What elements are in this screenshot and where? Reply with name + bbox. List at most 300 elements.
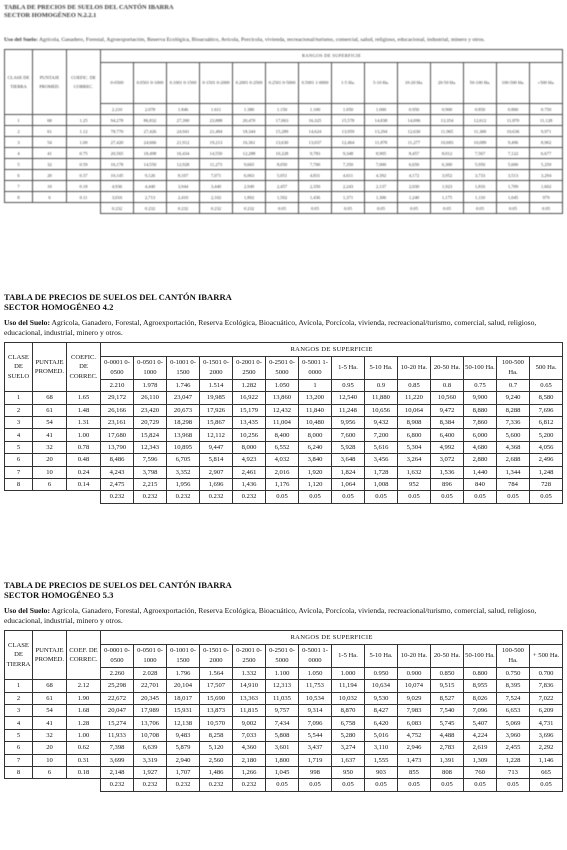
cell-price: 2,949	[233, 181, 266, 192]
cell-puntaje: 6	[33, 192, 67, 203]
cell-price: 3,733	[464, 170, 497, 181]
range-label: 0.2501 0-5000	[266, 63, 299, 104]
cell-price: 6,420	[365, 717, 398, 729]
cell-price: 5,814	[200, 454, 233, 466]
range-label: 0-2001 0-2500	[233, 645, 266, 668]
range-label: 0-0500	[101, 63, 134, 104]
cell-price: 7,600	[332, 429, 365, 441]
cell-price: 1,473	[398, 754, 431, 766]
cell-price: 18,498	[134, 148, 167, 159]
cell-price: 12,138	[167, 717, 200, 729]
cell-price: 1,555	[365, 754, 398, 766]
col-header-clase: CLASE DE SUELO	[5, 343, 33, 392]
cell-price: 3,648	[332, 454, 365, 466]
cell-price: 2,713	[134, 192, 167, 203]
cell-price: 11,815	[233, 704, 266, 716]
cell-puntaje: 54	[33, 137, 67, 148]
cell-price: 1,175	[431, 192, 464, 203]
range-label: 0-0001 0-0500	[101, 357, 134, 380]
cell-price: 2,496	[530, 454, 563, 466]
cell-price: 8,000	[233, 441, 266, 453]
cell-price: 4,360	[233, 742, 266, 754]
cell-price: 6,639	[134, 742, 167, 754]
footer-factor: 0.05	[266, 491, 299, 503]
cell-price: 13,706	[134, 717, 167, 729]
range-factor: 1.611	[200, 104, 233, 115]
cell-price: 1,309	[464, 754, 497, 766]
cell-price: 2,215	[134, 478, 167, 490]
table-row	[5, 478, 563, 490]
cell-puntaje: 6	[33, 766, 67, 778]
cell-coef: 0.11	[67, 192, 101, 203]
range-factor: 1.746	[167, 379, 200, 391]
footer-factor: 0.232	[233, 491, 266, 503]
cell-price: 7,071	[200, 170, 233, 181]
cell-price: 2,350	[299, 181, 332, 192]
cell-price: 8,527	[431, 692, 464, 704]
cell-price: 10,708	[134, 729, 167, 741]
cell-price: 6,653	[497, 704, 530, 716]
cell-price: 1,696	[200, 478, 233, 490]
cell-price: 7,398	[101, 742, 134, 754]
cell-price: 5,616	[365, 441, 398, 453]
cell-price: 21,912	[167, 137, 200, 148]
cell-price: 1,707	[167, 766, 200, 778]
cell-price: 9,956	[332, 416, 365, 428]
range-label: 100-500 Ha.	[497, 645, 530, 668]
table-row	[5, 181, 563, 192]
range-label: 5-10 Ha.	[365, 63, 398, 104]
footer-factor: 0.05	[464, 203, 497, 214]
cell-price: 9,496	[497, 137, 530, 148]
cell-price: 24,941	[167, 126, 200, 137]
cell-price: 3,437	[299, 742, 332, 754]
cell-price: 6,677	[530, 148, 563, 159]
range-label: 0-1501 0-2000	[200, 63, 233, 104]
cell-coef: 1.25	[67, 115, 101, 126]
cell-price: 6,552	[266, 441, 299, 453]
cell-price: 13,790	[101, 441, 134, 453]
cell-price: 10,032	[332, 692, 365, 704]
cell-price: 10,480	[299, 416, 332, 428]
price-table	[4, 49, 563, 214]
price-table	[4, 342, 563, 504]
cell-price: 13,630	[266, 137, 299, 148]
cell-price: 7,350	[332, 159, 365, 170]
cell-price: 17,926	[200, 404, 233, 416]
cell-price: 13,968	[167, 429, 200, 441]
cell-coef: 0.24	[67, 466, 101, 478]
cell-coef: 1.48	[67, 404, 101, 416]
col-header-puntaje: PUNTAJE PROMED.	[33, 631, 67, 680]
cell-price: 2,475	[101, 478, 134, 490]
range-label: + 500 Ha.	[530, 645, 563, 668]
cell-price: 3,699	[101, 754, 134, 766]
cell-price: 15,289	[266, 126, 299, 137]
range-label: 100-500 Ha.	[497, 63, 530, 104]
cell-clase: 6	[5, 454, 33, 466]
range-factor: 0.700	[530, 667, 563, 679]
range-factor: 0.950	[365, 667, 398, 679]
cell-price: 8,880	[464, 404, 497, 416]
range-factor: 2.078	[134, 104, 167, 115]
cell-coef: 0.62	[67, 742, 101, 754]
cell-price: 27,390	[167, 115, 200, 126]
cell-price: 8,457	[398, 148, 431, 159]
cell-clase: 3	[5, 704, 33, 716]
cell-price: 14,838	[365, 115, 398, 126]
cell-price: 23,161	[101, 416, 134, 428]
range-factor: 0.800	[464, 667, 497, 679]
cell-price: 12,612	[464, 115, 497, 126]
cell-price: 1,709	[497, 181, 530, 192]
cell-price: 8,000	[299, 429, 332, 441]
cell-price: 11,933	[101, 729, 134, 741]
cell-price: 13,873	[200, 704, 233, 716]
cell-puntaje: 20	[33, 742, 67, 754]
cell-price: 9,447	[200, 441, 233, 453]
range-label: 0-1501 0-2000	[200, 357, 233, 380]
cell-price: 5,280	[332, 729, 365, 741]
cell-price: 6,758	[332, 717, 365, 729]
cell-price: 12,928	[167, 159, 200, 170]
cell-coef: 0.48	[67, 454, 101, 466]
table-row	[5, 704, 563, 716]
cell-price: 840	[464, 478, 497, 490]
cell-price: 5,407	[464, 717, 497, 729]
cell-price: 8,902	[530, 137, 563, 148]
range-factor: 1.332	[233, 667, 266, 679]
range-factor: 1.050	[266, 379, 299, 391]
cell-clase: 1	[5, 392, 33, 404]
footer-factor: 0.05	[464, 779, 497, 791]
cell-price: 23,420	[134, 404, 167, 416]
cell-price: 11,300	[464, 126, 497, 137]
col-header-coef: COEF. DE CORREC.	[67, 631, 101, 680]
cell-price: 4,611	[332, 170, 365, 181]
footer-factor: 0.05	[365, 203, 398, 214]
footer-factor: 0.05	[530, 491, 563, 503]
land-use-text: Agrícola, Ganadero, Forestal, Agroexportación, Reserva Ecológica, Bioacuático, Avícola, Porcícola, vivienda, recreacional/turismo, comercial, salud, religioso, educacional, industrial, minero y otros.	[4, 318, 537, 337]
footer-factor: 0.05	[332, 491, 365, 503]
range-label: 0.0501 0-1000	[134, 63, 167, 104]
cell-price: 6,800	[398, 429, 431, 441]
cell-price: 7,200	[365, 429, 398, 441]
cell-price: 1,800	[266, 754, 299, 766]
cell-price: 1,008	[365, 478, 398, 490]
cell-price: 1,371	[332, 192, 365, 203]
cell-clase: 7	[5, 181, 33, 192]
cell-price: 17,063	[266, 115, 299, 126]
section-title: TABLA DE PRECIOS DE SUELOS DEL CANTÓN IBARRA	[4, 580, 232, 590]
cell-coef: 1.90	[67, 692, 101, 704]
range-factor: 0.85	[398, 379, 431, 391]
cell-price: 5,745	[431, 717, 464, 729]
cell-price: 12,288	[233, 148, 266, 159]
section-title: TABLA DE PRECIOS DE SUELOS DEL CANTÓN IBARRA	[4, 292, 232, 302]
cell-price: 4,032	[266, 454, 299, 466]
cell-price: 2,148	[101, 766, 134, 778]
cell-clase: 5	[5, 159, 33, 170]
cell-price: 2,455	[497, 742, 530, 754]
cell-price: 9,126	[134, 170, 167, 181]
col-header-puntaje: PUNTAJE PROMED.	[33, 343, 67, 392]
cell-price: 9,029	[398, 692, 431, 704]
cell-price: 855	[398, 766, 431, 778]
range-factor: 1.100	[266, 667, 299, 679]
range-factor: 1.000	[365, 104, 398, 115]
land-use-note	[4, 318, 562, 337]
cell-price: 4,243	[101, 466, 134, 478]
table-row	[5, 115, 563, 126]
cell-price: 1,602	[530, 181, 563, 192]
range-label: 20-50 Ha.	[431, 357, 464, 380]
range-label: 0-2501 0-5000	[266, 357, 299, 380]
cell-price: 5,928	[332, 441, 365, 453]
cell-price: 1,064	[332, 478, 365, 490]
cell-puntaje: 32	[33, 729, 67, 741]
cell-price: 1,502	[266, 192, 299, 203]
cell-price: 1,923	[431, 181, 464, 192]
footer-factor: 0.05	[431, 491, 464, 503]
table-row	[5, 392, 563, 404]
range-label: 0-5001 1-0000	[299, 645, 332, 668]
cell-price: 4,056	[530, 441, 563, 453]
cell-price: 15,690	[200, 692, 233, 704]
cell-price: 11,277	[398, 137, 431, 148]
cell-puntaje: 10	[33, 466, 67, 478]
cell-price: 2,410	[167, 192, 200, 203]
table-row	[5, 170, 563, 181]
cell-price: 25,298	[101, 680, 134, 692]
cell-price: 10,634	[365, 680, 398, 692]
cell-price: 7,860	[464, 416, 497, 428]
cell-price: 7,096	[464, 704, 497, 716]
table-row	[5, 754, 563, 766]
col-header-puntaje: PUNTAJE PROMED.	[33, 50, 67, 115]
range-label: 10-20 Ha.	[398, 63, 431, 104]
footer-factor: 0.232	[134, 491, 167, 503]
cell-puntaje: 61	[33, 126, 67, 137]
cell-price: 7,836	[530, 680, 563, 692]
cell-price: 3,274	[332, 742, 365, 754]
cell-price: 1,266	[233, 766, 266, 778]
cell-price: 6,400	[431, 429, 464, 441]
table-row	[5, 416, 563, 428]
cell-price: 18,344	[233, 126, 266, 137]
footer-factor: 0.05	[464, 491, 497, 503]
cell-price: 8,012	[431, 148, 464, 159]
cell-price: 1,719	[299, 754, 332, 766]
cell-price: 8,107	[167, 170, 200, 181]
cell-price: 14,550	[200, 148, 233, 159]
cell-price: 3,798	[134, 466, 167, 478]
cell-price: 8,955	[464, 680, 497, 692]
range-factor: 1.150	[266, 104, 299, 115]
cell-price: 10,683	[431, 137, 464, 148]
footer-blank	[5, 779, 101, 791]
range-factor: 1.564	[200, 667, 233, 679]
cell-coef: 2.12	[67, 680, 101, 692]
cell-price: 4,831	[299, 170, 332, 181]
cell-price: 1,248	[530, 466, 563, 478]
footer-factor: 0.232	[134, 779, 167, 791]
cell-price: 998	[299, 766, 332, 778]
range-factor: 1.978	[134, 379, 167, 391]
footer-factor: 0.05	[365, 491, 398, 503]
cell-price: 2,880	[464, 454, 497, 466]
cell-price: 11,753	[299, 680, 332, 692]
table-row	[5, 126, 563, 137]
cell-price: 4,392	[365, 170, 398, 181]
cell-price: 5,600	[497, 429, 530, 441]
cell-price: 20,047	[101, 704, 134, 716]
cell-price: 9,757	[266, 704, 299, 716]
cell-price: 2,946	[398, 742, 431, 754]
ranges-header: RANGOS DE SUPERFICIE	[101, 50, 563, 63]
cell-price: 23,047	[167, 392, 200, 404]
range-label: 0.1001 0-1500	[167, 63, 200, 104]
range-label: 0-1001 0-1500	[167, 645, 200, 668]
range-label: 50-100 Ha.	[464, 63, 497, 104]
cell-price: 22,672	[101, 692, 134, 704]
cell-price: 8,050	[266, 159, 299, 170]
cell-price: 9,530	[365, 692, 398, 704]
cell-price: 6,300	[431, 159, 464, 170]
cell-price: 3,072	[431, 454, 464, 466]
cell-price: 760	[464, 766, 497, 778]
cell-coef: 1.65	[67, 392, 101, 404]
cell-price: 12,540	[332, 392, 365, 404]
cell-price: 7,000	[365, 159, 398, 170]
cell-price: 2,461	[233, 466, 266, 478]
cell-price: 1,176	[266, 478, 299, 490]
range-factor: 2.210	[101, 379, 134, 391]
cell-price: 12,343	[134, 441, 167, 453]
cell-price: 13,294	[365, 126, 398, 137]
cell-price: 3,960	[497, 729, 530, 741]
cell-price: 11,035	[266, 692, 299, 704]
table-row	[5, 680, 563, 692]
table-row	[5, 742, 563, 754]
cell-price: 1,045	[266, 766, 299, 778]
cell-price: 1,816	[464, 181, 497, 192]
table-row	[5, 441, 563, 453]
cell-price: 3,513	[497, 170, 530, 181]
footer-blank	[5, 491, 101, 503]
cell-price: 20,565	[101, 148, 134, 159]
cell-price: 6,705	[167, 454, 200, 466]
cell-price: 4,923	[233, 454, 266, 466]
cell-price: 1,436	[233, 478, 266, 490]
cell-price: 1,344	[497, 466, 530, 478]
cell-price: 11,965	[431, 126, 464, 137]
cell-price: 10,145	[101, 170, 134, 181]
table-row	[5, 148, 563, 159]
cell-coef: 1.00	[67, 729, 101, 741]
range-label: 20-50 Ha.	[431, 645, 464, 668]
ranges-header: RANGOS DE SUPERFICIE	[101, 631, 563, 645]
cell-price: 8,288	[497, 404, 530, 416]
cell-coef: 0.14	[67, 478, 101, 490]
footer-factor: 0.05	[497, 203, 530, 214]
cell-price: 3,456	[365, 454, 398, 466]
cell-clase: 7	[5, 754, 33, 766]
cell-price: 15,578	[332, 115, 365, 126]
cell-price: 2,560	[200, 754, 233, 766]
cell-coef: 1.00	[67, 137, 101, 148]
cell-price: 11,880	[365, 392, 398, 404]
cell-price: 3,016	[101, 192, 134, 203]
cell-price: 5,808	[266, 729, 299, 741]
cell-coef: 1.68	[67, 704, 101, 716]
range-factor: 0.8	[431, 379, 464, 391]
cell-price: 13,200	[299, 392, 332, 404]
cell-price: 1,824	[332, 466, 365, 478]
footer-factor: 0.05	[299, 779, 332, 791]
range-factor: 0.800	[497, 104, 530, 115]
cell-price: 13,354	[431, 115, 464, 126]
cell-price: 9,240	[497, 392, 530, 404]
cell-price: 1,110	[464, 192, 497, 203]
cell-price: 8,908	[398, 416, 431, 428]
range-factor: 0.900	[398, 667, 431, 679]
cell-price: 9,483	[167, 729, 200, 741]
ranges-header: RANGOS DE SUPERFICIE	[101, 343, 563, 357]
cell-price: 2,783	[431, 742, 464, 754]
cell-price: 16,922	[233, 392, 266, 404]
range-label: 0-0501 0-1000	[134, 645, 167, 668]
cell-price: 14,550	[134, 159, 167, 170]
cell-price: 2,102	[200, 192, 233, 203]
cell-clase: 8	[5, 766, 33, 778]
cell-puntaje: 68	[33, 115, 67, 126]
col-header-coef: COEFIC. DE CORREC.	[67, 50, 101, 115]
range-factor: 0.65	[530, 379, 563, 391]
cell-price: 26,166	[101, 404, 134, 416]
cell-price: 5,600	[497, 159, 530, 170]
cell-price: 950	[332, 766, 365, 778]
cell-price: 2,907	[200, 466, 233, 478]
cell-price: 5,069	[497, 717, 530, 729]
cell-price: 15,931	[167, 704, 200, 716]
cell-price: 8,486	[101, 454, 134, 466]
footer-factor: 0.05	[431, 203, 464, 214]
cell-price: 14,624	[299, 126, 332, 137]
range-factor: 0.850	[464, 104, 497, 115]
cell-price: 12,630	[398, 126, 431, 137]
cell-price: 1,728	[365, 466, 398, 478]
range-factor: 0.75	[464, 379, 497, 391]
cell-price: 1,240	[398, 192, 431, 203]
cell-price: 1,927	[134, 766, 167, 778]
cell-price: 6,209	[530, 704, 563, 716]
cell-price: 4,936	[101, 181, 134, 192]
land-use-text: Agrícola, Ganadero, Forestal, Agroexportación, Reserva Ecológica, Bioacuático, Avícola, Porcícola, vivienda, recreacional/turismo, comercial, salud, religioso, educacional, industrial, minero y otros.	[38, 37, 485, 43]
cell-puntaje: 10	[33, 181, 67, 192]
cell-price: 7,540	[431, 704, 464, 716]
footer-factor: 0.05	[398, 779, 431, 791]
cell-price: 2,940	[167, 754, 200, 766]
range-factor: 0.9	[365, 379, 398, 391]
cell-price: 16,325	[299, 115, 332, 126]
cell-puntaje: 10	[33, 754, 67, 766]
section-subtitle: SECTOR HOMOGÉNEO N.2.2.1	[4, 11, 97, 19]
cell-price: 23,888	[200, 115, 233, 126]
cell-price: 3,319	[134, 754, 167, 766]
cell-price: 21,484	[200, 126, 233, 137]
cell-clase: 4	[5, 148, 33, 159]
